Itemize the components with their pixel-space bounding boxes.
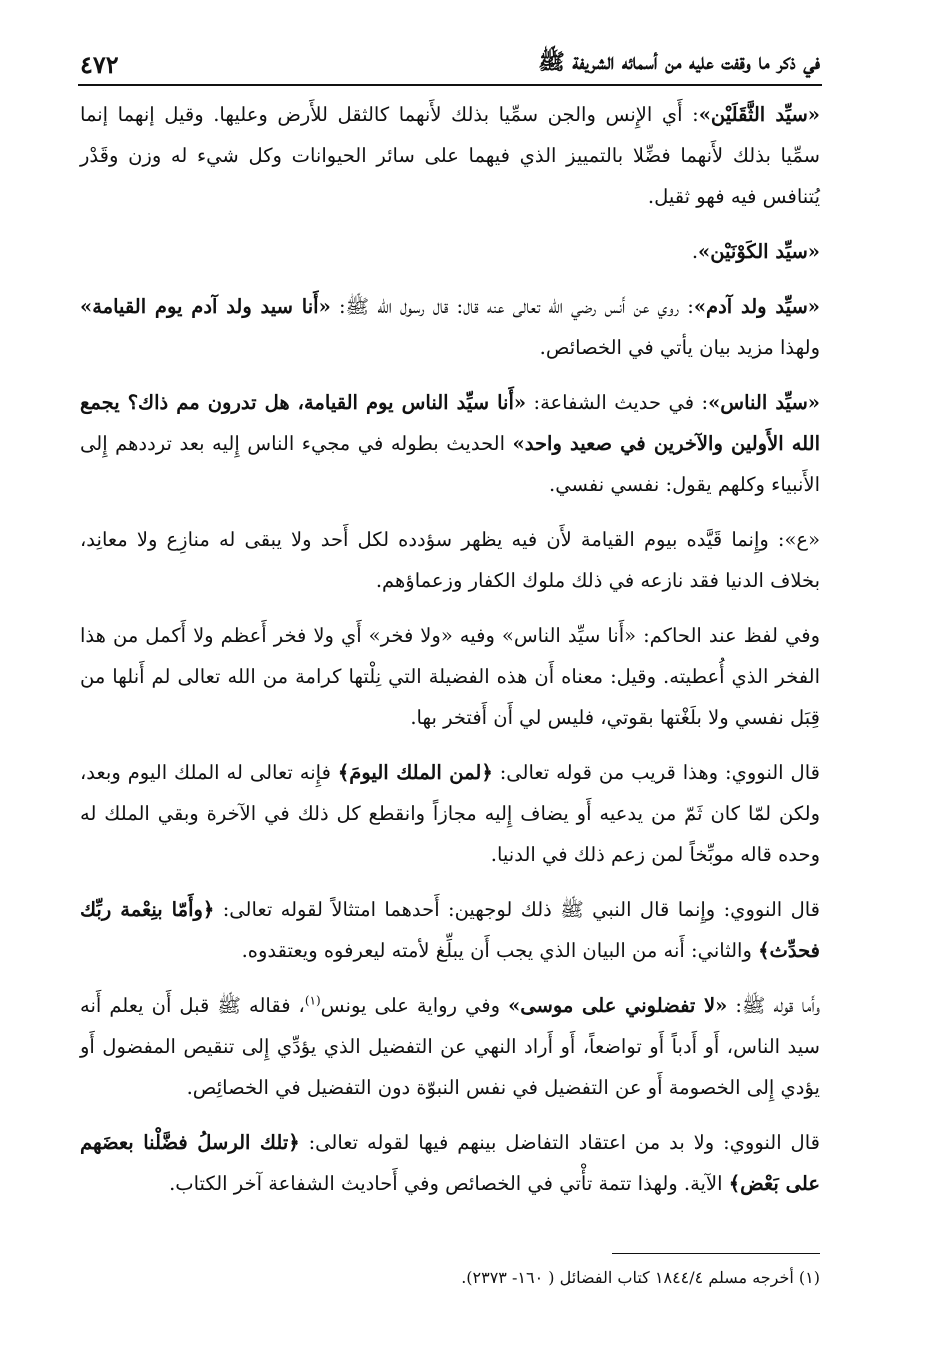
- paragraph-hakim: [80, 615, 820, 738]
- footnote-rule: [612, 1253, 820, 1254]
- quran-quote: ﴿تلك الرسلُ فضَّلْنا بعضَهم على بَعْض﴾: [80, 1131, 820, 1195]
- paragraph-text: : روي عن أَنس رضي الله تعالى عنه قال: قال رسول الله ﷺ:: [330, 295, 694, 318]
- hadith-quote: «أَنا سيِّد الناس يوم القيامة، هل تدرون مم ذاك؟ يجمع الله الأَولين والآخرين في صعيد واحد»: [80, 391, 820, 455]
- paragraph-text: الآية. ولهذا تتمة تأْتي في الخصائص وفي أَحاديث الشفاعة آخر الكتاب.: [169, 1172, 729, 1195]
- page-header: [80, 44, 820, 84]
- paragraph-text: وفي لفظ عند الحاكم: «أَنا سيِّد الناس» وفيه «ولا فخر» أَي ولا فخر أَعظم ولا أَكمل من هذا الفخر الذي أُعطيته. وقيل: معناه أَن هذه الفضيلة التي نِلْتها كرامة من الله تعالى لم أَنلها من قِبَل نفسي ولا بلَغْتها بقوتي، فليس لي أَن أَفتخر بها.: [80, 624, 820, 729]
- quran-quote: ﴿لمن الملك اليومَ﴾: [337, 761, 493, 784]
- term-heading: «سيِّد ولد آدم»: [693, 295, 820, 318]
- hadith-quote: «لا تفضلوني على موسى»: [508, 994, 728, 1017]
- main-text: [80, 94, 820, 1218]
- paragraph-text: قال النووي: وهذا قريب من قوله تعالى:: [492, 761, 820, 784]
- paragraph-al-nas: [80, 382, 820, 505]
- paragraph-text: ولهذا مزيد بيان يأتي في الخصائص.: [539, 336, 820, 359]
- page-number: ٤٧٢: [80, 49, 119, 79]
- paragraph-text: والثاني: أَنه من البيان الذي يجب أَن يبلِّغ لأمته ليعرفوه ويعتقدوه.: [241, 939, 759, 962]
- paragraph-text: قال النووي: ولا بد من اعتقاد التفاضل بينهم فيها لقوله تعالى:: [299, 1131, 820, 1154]
- header-rule: [78, 84, 822, 86]
- paragraph-text: .: [691, 240, 699, 263]
- term-heading: «سيِّد الكَوْنَيْن»: [698, 240, 820, 263]
- paragraph-kawnayn: [80, 231, 820, 272]
- hadith-quote: «أَنا سيد ولد آدم يوم القيامة»: [80, 295, 331, 318]
- paragraph-text: وأَما قوله ﷺ:: [727, 994, 820, 1017]
- footnote-reference[interactable]: (١): [304, 993, 321, 1008]
- paragraph-text: «ع»: وإِنما قَيَّده بيوم القيامة لأَن فيه يظهر سؤدده لكل أَحد ولا يبقى له منازِع ولا معانِد، بخلاف الدنيا فقد نازعه في ذلك ملوك الكفار وزعماؤهم.: [80, 528, 820, 592]
- paragraph-musa: [80, 985, 820, 1108]
- paragraph-nawawi-3: [80, 1122, 820, 1204]
- term-heading: «سيِّد الناس»: [708, 391, 820, 414]
- paragraph-iyad-comment: [80, 519, 820, 601]
- paragraph-text: : في حديث الشفاعة:: [526, 391, 709, 414]
- paragraph-text: : أَي الإِنس والجن سمِّيا بذلك لأَنهما كالثقل للأَرض وعليها. وقيل إنهما إنما سمِّيا بذلك لأَنهما فضِّلا بالتمييز الذي فيهما على سائر الحيوانات وكل شيء له وزن وقَدْر يُتنافس فيه فهو ثقيل.: [80, 103, 820, 208]
- paragraph-text: الحديث بطوله في مجيء الناس إِليه بعد ترددهم إِلى الأَنبياء وكلهم يقول: نفسي نفسي.: [80, 432, 820, 496]
- paragraph-thaqalayn: [80, 94, 820, 217]
- quran-quote: ﴿وأَمّا بنِعْمة ربِّك فحدِّث﴾: [80, 898, 820, 962]
- footnote: (١) أخرجه مسلم ١٨٤٤/٤ كتاب الفضائل ( ١٦٠- ٢٣٧٣).: [461, 1268, 820, 1287]
- paragraph-text: وفي رواية على يونس: [320, 994, 509, 1017]
- paragraph-text: فإِنه تعالى له الملك اليوم وبعد، ولكن لمّا كان ثَمّ من يدعيه أَو يضاف إِليه مجازاً وانقطع كل ذلك في الآخرة وبقي الملك له وحده قاله موبِّخاً لمن زعم ذلك في الدنيا.: [80, 761, 820, 866]
- running-title: في ذكر ما وقفت عليه من أسمائه الشريفة ﷺ: [538, 49, 820, 75]
- paragraph-text: ، فقاله ﷺ قبل أَن يعلم أَنه سيد الناس، أَو أَدباً أَو تواضعاً، أَو أَراد النهي عن التفضيل الذي يؤدِّي إِلى تنقيص المفضول أَو يؤدي إِلى الخصومة أَو عن التفضيل في نفس النبوّة دون التفضيل في الخصائِص.: [80, 994, 820, 1099]
- term-heading: «سيِّد الثَّقَلَيْن»: [698, 103, 820, 126]
- paragraph-walad-adam: [80, 286, 820, 368]
- paragraph-nawawi-2: [80, 889, 820, 971]
- paragraph-nawawi-1: [80, 752, 820, 875]
- paragraph-text: قال النووي: وإِنما قال النبي ﷺ ذلك لوجهين: أَحدهما امتثالاً لقوله تعالى:: [214, 898, 821, 921]
